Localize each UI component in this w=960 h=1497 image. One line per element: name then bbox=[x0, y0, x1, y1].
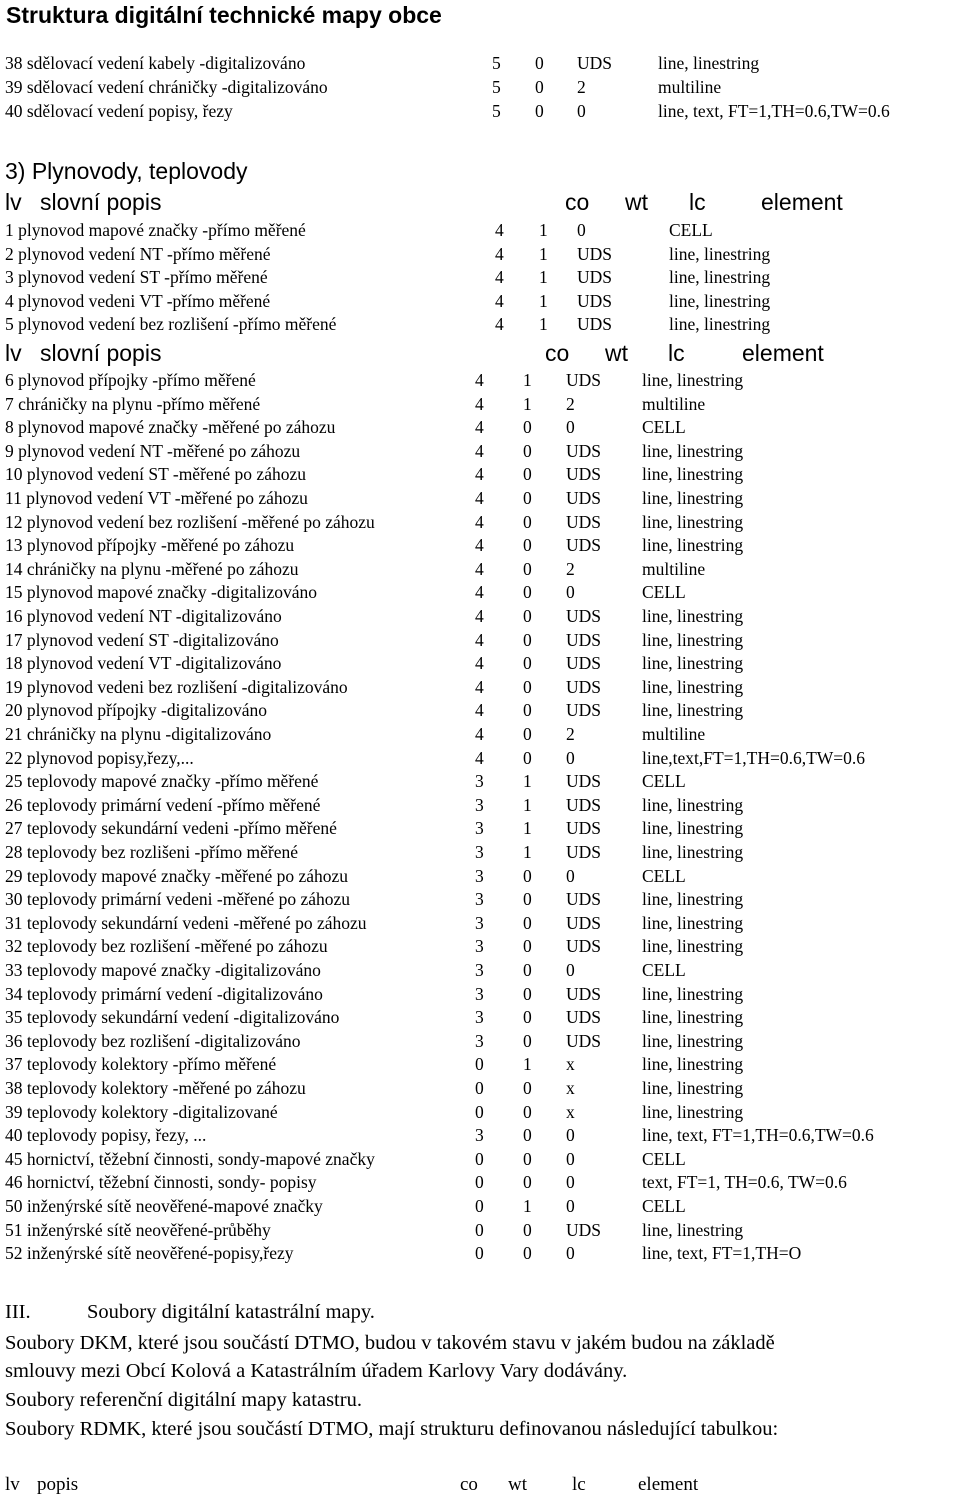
cell-lc: x bbox=[566, 1054, 575, 1075]
header-co: co bbox=[545, 340, 570, 366]
page-title: Struktura digitální technické mapy obce bbox=[6, 2, 442, 28]
cell-desc: 12 plynovod vedení bez rozlišení -měřené po záhozu bbox=[5, 511, 375, 532]
cell-element: line, linestring bbox=[642, 912, 744, 933]
cell-element: line, linestring bbox=[642, 818, 744, 839]
cell-desc: 3 plynovod vedení ST -přímo měřené bbox=[5, 267, 268, 288]
header-lv: lv bbox=[5, 189, 22, 215]
cell-desc: 31 teplovody sekundární vedeni -měřené po záhozu bbox=[5, 912, 367, 933]
cell-wt: 0 bbox=[523, 417, 532, 438]
cell-element: multiline bbox=[642, 393, 706, 414]
cell-co: 4 bbox=[475, 535, 484, 556]
cell-wt: 0 bbox=[523, 1219, 532, 1240]
cell-element: CELL bbox=[642, 1196, 686, 1216]
cell-desc: 7 chráničky na plynu -přímo měřené bbox=[5, 393, 261, 414]
header-lc: lc bbox=[689, 189, 706, 215]
cell-wt: 0 bbox=[523, 724, 532, 744]
header-lc: lc bbox=[572, 1474, 586, 1495]
cell-lc: 0 bbox=[566, 1148, 575, 1169]
cell-desc: 33 teplovody mapové značky -digitalizováno bbox=[5, 960, 321, 980]
cell-lc: 0 bbox=[566, 1243, 575, 1264]
cell-element: line, linestring bbox=[642, 440, 744, 461]
cell-wt: 0 bbox=[523, 1078, 532, 1098]
cell-wt: 1 bbox=[523, 842, 532, 862]
cell-element: line, linestring bbox=[642, 464, 744, 485]
cell-co: 3 bbox=[475, 936, 484, 957]
cell-lc: x bbox=[566, 1101, 575, 1122]
section-three-heading bbox=[5, 1299, 375, 1325]
cell-element: line, linestring bbox=[642, 936, 744, 957]
cell-lc: 2 bbox=[566, 558, 575, 579]
cell-co: 4 bbox=[475, 676, 484, 697]
cell-element: text, FT=1, TH=0.6, TW=0.6 bbox=[642, 1172, 847, 1193]
cell-desc: 34 teplovody primární vedení -digitalizováno bbox=[5, 983, 323, 1004]
header-element: element bbox=[638, 1474, 699, 1495]
cell-co: 4 bbox=[475, 370, 484, 390]
header-lc: lc bbox=[668, 340, 685, 366]
cell-element: line, linestring bbox=[669, 243, 771, 264]
cell-lc: UDS bbox=[566, 511, 602, 532]
cell-lc: 2 bbox=[566, 393, 575, 414]
cell-lc: 0 bbox=[577, 220, 586, 240]
cell-co: 4 bbox=[475, 629, 484, 650]
cell-element: line, linestring bbox=[642, 1030, 744, 1051]
cell-desc: 39 sdělovací vedení chráničky -digitalizováno bbox=[5, 77, 328, 97]
cell-desc: 4 plynovod vedeni VT -přímo měřené bbox=[5, 290, 271, 311]
cell-element: line, text, FT=1,TH=O bbox=[642, 1243, 802, 1264]
section-label: Soubory digitální katastrální mapy. bbox=[87, 1301, 375, 1323]
cell-co: 3 bbox=[475, 794, 484, 815]
cell-co: 4 bbox=[495, 290, 504, 311]
cell-co: 4 bbox=[475, 606, 484, 626]
cell-element: line, text, FT=1,TH=0.6,TW=0.6 bbox=[642, 1125, 874, 1146]
cell-element: line, linestring bbox=[642, 983, 744, 1004]
cell-co: 4 bbox=[495, 243, 504, 264]
cell-lc: UDS bbox=[566, 1030, 602, 1051]
cell-element: line, linestring bbox=[642, 700, 744, 721]
cell-lc: x bbox=[566, 1078, 575, 1098]
cell-wt: 0 bbox=[523, 865, 532, 886]
cell-wt: 0 bbox=[523, 1101, 532, 1122]
header-desc: slovní popis bbox=[40, 189, 162, 215]
cell-element: CELL bbox=[669, 220, 713, 240]
cell-element: CELL bbox=[642, 960, 686, 980]
cell-lc: UDS bbox=[566, 912, 602, 933]
cell-co: 4 bbox=[495, 220, 504, 240]
cell-lc: 0 bbox=[566, 1172, 575, 1193]
cell-co: 4 bbox=[475, 393, 484, 414]
cell-desc: 39 teplovody kolektory -digitalizované bbox=[5, 1101, 278, 1122]
cell-wt: 1 bbox=[539, 314, 548, 335]
cell-lc: UDS bbox=[566, 606, 602, 626]
cell-desc: 46 hornictví, těžební činnosti, sondy- popisy bbox=[5, 1172, 317, 1193]
cell-element: line, linestring bbox=[642, 1007, 744, 1028]
paragraph: Soubory referenční digitální mapy katastru. bbox=[5, 1389, 362, 1411]
cell-wt: 0 bbox=[523, 464, 532, 485]
header-co: co bbox=[460, 1474, 478, 1495]
cell-lc: UDS bbox=[566, 535, 602, 556]
cell-wt: 0 bbox=[523, 511, 532, 532]
cell-co: 3 bbox=[475, 1030, 484, 1051]
cell-wt: 0 bbox=[523, 936, 532, 957]
cell-lc: UDS bbox=[566, 818, 602, 839]
cell-co: 4 bbox=[475, 417, 484, 438]
cell-desc: 32 teplovody bez rozlišení -měřené po záhozu bbox=[5, 936, 328, 957]
cell-element: multiline bbox=[658, 77, 722, 97]
cell-desc: 5 plynovod vedení bez rozlišení -přímo měřené bbox=[5, 314, 337, 335]
cell-wt: 0 bbox=[523, 889, 532, 910]
cell-lc: UDS bbox=[577, 243, 613, 264]
cell-wt: 1 bbox=[539, 290, 548, 311]
cell-desc: 26 teplovody primární vedení -přímo měřené bbox=[5, 794, 321, 815]
cell-desc: 52 inženýrské sítě neověřené-popisy,řezy bbox=[5, 1243, 294, 1264]
header-element: element bbox=[742, 340, 824, 366]
cell-desc: 10 plynovod vedení ST -měřené po záhozu bbox=[5, 464, 306, 485]
cell-lc: 0 bbox=[566, 417, 575, 438]
cell-lc: 0 bbox=[566, 747, 575, 768]
cell-lc: UDS bbox=[566, 771, 602, 792]
cell-lc: 0 bbox=[577, 101, 586, 121]
cell-lc: UDS bbox=[566, 842, 602, 862]
cell-lc: 0 bbox=[566, 960, 575, 980]
cell-co: 3 bbox=[475, 1007, 484, 1028]
cell-element: line, linestring bbox=[669, 314, 771, 335]
cell-lc: 0 bbox=[566, 1196, 575, 1216]
cell-element: CELL bbox=[642, 865, 686, 886]
cell-co: 0 bbox=[475, 1172, 484, 1193]
cell-wt: 0 bbox=[523, 558, 532, 579]
cell-co: 4 bbox=[475, 747, 484, 768]
cell-lc: 0 bbox=[566, 1125, 575, 1146]
cell-element: line, linestring bbox=[642, 535, 744, 556]
cell-lc: UDS bbox=[566, 370, 602, 390]
cell-co: 0 bbox=[475, 1219, 484, 1240]
cell-desc: 18 plynovod vedení VT -digitalizováno bbox=[5, 653, 282, 674]
header-element: element bbox=[761, 189, 843, 215]
cell-element: line,text,FT=1,TH=0.6,TW=0.6 bbox=[642, 747, 866, 768]
cell-co: 4 bbox=[475, 653, 484, 674]
cell-element: multiline bbox=[642, 724, 706, 744]
cell-wt: 0 bbox=[523, 676, 532, 697]
cell-wt: 0 bbox=[523, 960, 532, 980]
cell-desc: 30 teplovody primární vedeni -měřené po záhozu bbox=[5, 889, 351, 910]
cell-desc: 14 chráničky na plynu -měřené po záhozu bbox=[5, 558, 299, 579]
header-wt: wt bbox=[625, 189, 648, 215]
cell-desc: 20 plynovod přípojky -digitalizováno bbox=[5, 700, 267, 721]
cell-lc: UDS bbox=[566, 983, 602, 1004]
cell-element: line, text, FT=1,TH=0.6,TW=0.6 bbox=[658, 101, 890, 121]
cell-desc: 29 teplovody mapové značky -měřené po záhozu bbox=[5, 865, 349, 886]
cell-element: line, linestring bbox=[642, 889, 744, 910]
cell-desc: 1 plynovod mapové značky -přímo měřené bbox=[5, 220, 306, 240]
cell-lc: UDS bbox=[566, 794, 602, 815]
cell-co: 4 bbox=[475, 724, 484, 744]
cell-desc: 21 chráničky na plynu -digitalizováno bbox=[5, 724, 272, 744]
cell-wt: 1 bbox=[523, 771, 532, 792]
cell-co: 0 bbox=[475, 1196, 484, 1216]
cell-lc: 2 bbox=[566, 724, 575, 744]
header-desc: slovní popis bbox=[40, 340, 162, 366]
cell-desc: 17 plynovod vedení ST -digitalizováno bbox=[5, 629, 279, 650]
cell-element: line, linestring bbox=[642, 511, 744, 532]
cell-wt: 1 bbox=[539, 220, 548, 240]
cell-desc: 19 plynovod vedeni bez rozlišení -digitalizováno bbox=[5, 676, 348, 697]
cell-co: 5 bbox=[492, 101, 501, 121]
cell-lc: UDS bbox=[577, 314, 613, 335]
cell-desc: 6 plynovod přípojky -přímo měřené bbox=[5, 370, 256, 390]
header-wt: wt bbox=[508, 1474, 527, 1495]
cell-wt: 1 bbox=[523, 794, 532, 815]
cell-wt: 1 bbox=[523, 1196, 532, 1216]
cell-desc: 16 plynovod vedení NT -digitalizováno bbox=[5, 606, 282, 626]
cell-element: line, linestring bbox=[642, 676, 744, 697]
cell-co: 4 bbox=[475, 511, 484, 532]
cell-wt: 0 bbox=[523, 488, 532, 508]
cell-desc: 37 teplovody kolektory -přímo měřené bbox=[5, 1054, 277, 1075]
cell-co: 3 bbox=[475, 1125, 484, 1146]
cell-co: 4 bbox=[475, 488, 484, 508]
cell-co: 0 bbox=[475, 1078, 484, 1098]
cell-wt: 1 bbox=[523, 393, 532, 414]
cell-element: line, linestring bbox=[642, 653, 744, 674]
cell-desc: 40 sdělovací vedení popisy, řezy bbox=[5, 101, 233, 121]
cell-element: line, linestring bbox=[642, 1219, 744, 1240]
cell-co: 4 bbox=[475, 582, 484, 603]
cell-lc: 2 bbox=[577, 77, 586, 97]
cell-wt: 0 bbox=[523, 582, 532, 603]
cell-element: line, linestring bbox=[642, 842, 744, 862]
cell-co: 0 bbox=[475, 1148, 484, 1169]
header-co: co bbox=[565, 189, 590, 215]
cell-lc: UDS bbox=[577, 53, 613, 73]
cell-wt: 0 bbox=[523, 653, 532, 674]
cell-element: CELL bbox=[642, 582, 686, 603]
cell-element: CELL bbox=[642, 1148, 686, 1169]
cell-element: line, linestring bbox=[642, 1078, 744, 1098]
cell-desc: 45 hornictví, těžební činnosti, sondy-mapové značky bbox=[5, 1148, 375, 1169]
cell-wt: 0 bbox=[523, 747, 532, 768]
cell-lc: UDS bbox=[566, 1007, 602, 1028]
cell-co: 3 bbox=[475, 818, 484, 839]
cell-desc: 8 plynovod mapové značky -měřené po záhozu bbox=[5, 417, 336, 438]
cell-lc: UDS bbox=[566, 464, 602, 485]
cell-lc: UDS bbox=[566, 653, 602, 674]
cell-co: 4 bbox=[475, 558, 484, 579]
cell-lc: 0 bbox=[566, 582, 575, 603]
cell-element: line, linestring bbox=[642, 488, 744, 508]
cell-desc: 38 sdělovací vedení kabely -digitalizováno bbox=[5, 53, 306, 73]
paragraph: smlouvy mezi Obcí Kolová a Katastrálním úřadem Karlovy Vary dodávány. bbox=[5, 1360, 628, 1382]
cell-lc: UDS bbox=[577, 267, 613, 288]
cell-desc: 38 teplovody kolektory -měřené po záhozu bbox=[5, 1078, 306, 1098]
cell-desc: 36 teplovody bez rozlišení -digitalizováno bbox=[5, 1030, 301, 1051]
cell-wt: 1 bbox=[539, 267, 548, 288]
cell-lc: UDS bbox=[566, 629, 602, 650]
cell-lc: 0 bbox=[566, 865, 575, 886]
cell-wt: 0 bbox=[523, 1030, 532, 1051]
header-lv: lv bbox=[5, 1474, 20, 1495]
cell-lc: UDS bbox=[566, 488, 602, 508]
cell-desc: 11 plynovod vedení VT -měřené po záhozu bbox=[5, 488, 308, 508]
cell-wt: 0 bbox=[523, 1172, 532, 1193]
cell-element: multiline bbox=[642, 558, 706, 579]
cell-co: 3 bbox=[475, 771, 484, 792]
cell-element: line, linestring bbox=[642, 629, 744, 650]
cell-lc: UDS bbox=[566, 936, 602, 957]
header-lv: lv bbox=[5, 340, 22, 366]
cell-element: line, linestring bbox=[669, 290, 771, 311]
cell-wt: 0 bbox=[523, 1243, 532, 1264]
cell-wt: 1 bbox=[539, 243, 548, 264]
cell-co: 3 bbox=[475, 983, 484, 1004]
cell-element: line, linestring bbox=[642, 1101, 744, 1122]
cell-element: CELL bbox=[642, 417, 686, 438]
cell-lc: UDS bbox=[566, 440, 602, 461]
cell-co: 5 bbox=[492, 53, 501, 73]
cell-wt: 0 bbox=[535, 77, 544, 97]
cell-desc: 27 teplovody sekundární vedeni -přímo měřené bbox=[5, 818, 337, 839]
paragraph: Soubory RDMK, které jsou součástí DTMO, mají strukturu definovanou následující tabulkou: bbox=[5, 1418, 779, 1440]
cell-desc: 2 plynovod vedení NT -přímo měřené bbox=[5, 243, 271, 264]
cell-lc: UDS bbox=[566, 700, 602, 721]
cell-co: 3 bbox=[475, 912, 484, 933]
cell-desc: 9 plynovod vedení NT -měřené po záhozu bbox=[5, 440, 301, 461]
cell-co: 4 bbox=[475, 440, 484, 461]
cell-desc: 28 teplovody bez rozlišeni -přímo měřené bbox=[5, 842, 299, 862]
cell-co: 0 bbox=[475, 1101, 484, 1122]
cell-wt: 0 bbox=[523, 440, 532, 461]
cell-co: 4 bbox=[475, 464, 484, 485]
cell-element: CELL bbox=[642, 771, 686, 792]
cell-desc: 40 teplovody popisy, řezy, ... bbox=[5, 1125, 207, 1146]
cell-element: line, linestring bbox=[642, 370, 744, 390]
cell-lc: UDS bbox=[577, 290, 613, 311]
cell-element: line, linestring bbox=[642, 1054, 744, 1075]
cell-wt: 0 bbox=[523, 535, 532, 556]
cell-co: 4 bbox=[495, 267, 504, 288]
cell-co: 4 bbox=[495, 314, 504, 335]
cell-wt: 0 bbox=[535, 101, 544, 121]
cell-desc: 25 teplovody mapové značky -přímo měřené bbox=[5, 771, 319, 792]
cell-co: 0 bbox=[475, 1243, 484, 1264]
cell-wt: 0 bbox=[523, 629, 532, 650]
cell-wt: 0 bbox=[523, 983, 532, 1004]
cell-lc: UDS bbox=[566, 676, 602, 697]
cell-wt: 0 bbox=[523, 606, 532, 626]
cell-desc: 51 inženýrské sítě neověřené-průběhy bbox=[5, 1219, 271, 1240]
cell-wt: 0 bbox=[523, 1125, 532, 1146]
cell-element: line, linestring bbox=[642, 794, 744, 815]
cell-desc: 15 plynovod mapové značky -digitalizováno bbox=[5, 582, 318, 603]
cell-desc: 35 teplovody sekundární vedení -digitalizováno bbox=[5, 1007, 340, 1028]
cell-wt: 0 bbox=[535, 53, 544, 73]
cell-co: 3 bbox=[475, 842, 484, 862]
cell-element: line, linestring bbox=[658, 53, 760, 73]
cell-desc: 50 inženýrské sítě neověřené-mapové značky bbox=[5, 1196, 323, 1216]
cell-co: 0 bbox=[475, 1054, 484, 1075]
cell-lc: UDS bbox=[566, 889, 602, 910]
cell-co: 5 bbox=[492, 77, 501, 97]
cell-co: 4 bbox=[475, 700, 484, 721]
cell-wt: 0 bbox=[523, 912, 532, 933]
cell-element: line, linestring bbox=[642, 606, 744, 626]
cell-lc: UDS bbox=[566, 1219, 602, 1240]
header-wt: wt bbox=[605, 340, 628, 366]
cell-wt: 1 bbox=[523, 370, 532, 390]
cell-co: 3 bbox=[475, 960, 484, 980]
cell-co: 3 bbox=[475, 889, 484, 910]
cell-desc: 13 plynovod přípojky -měřené po záhozu bbox=[5, 535, 295, 556]
cell-desc: 22 plynovod popisy,řezy,... bbox=[5, 747, 194, 768]
cell-element: line, linestring bbox=[669, 267, 771, 288]
cell-co: 3 bbox=[475, 865, 484, 886]
section-number: III. bbox=[5, 1301, 31, 1323]
cell-wt: 1 bbox=[523, 1054, 532, 1075]
cell-wt: 1 bbox=[523, 818, 532, 839]
cell-wt: 0 bbox=[523, 700, 532, 721]
cell-wt: 0 bbox=[523, 1148, 532, 1169]
paragraph: Soubory DKM, které jsou součástí DTMO, budou v takovém stavu v jakém budou na základě bbox=[5, 1332, 775, 1354]
header-desc: popis bbox=[37, 1474, 79, 1495]
cell-wt: 0 bbox=[523, 1007, 532, 1028]
